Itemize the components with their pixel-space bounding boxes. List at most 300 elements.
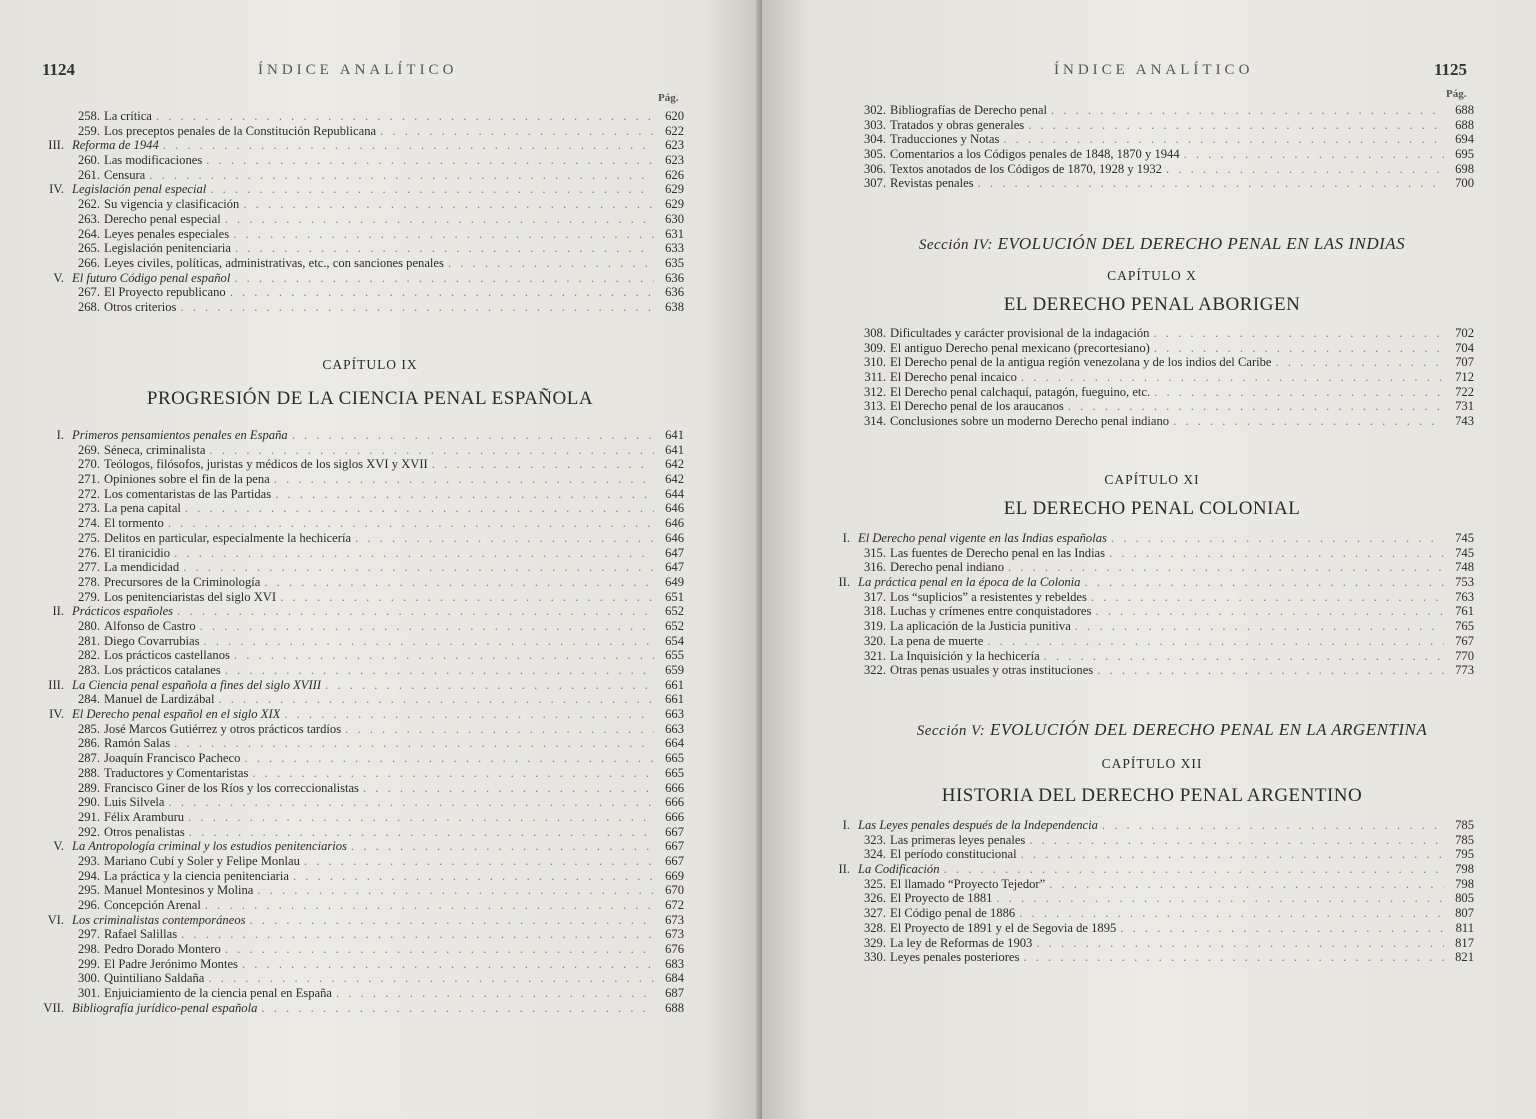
entry-page-number: 669 [665,868,684,883]
entry-page-number: 673 [665,927,684,942]
entry-number: 306. [863,161,886,176]
toc-entry [858,355,1474,370]
entry-text: El llamado “Proyecto Tejedor” [890,876,1046,891]
entry-text: Los prácticos catalanes [104,663,221,677]
leader-dots [233,227,654,242]
entry-text: El Derecho penal calchaquí, patagón, fueguino, etc. [890,384,1151,399]
entry-number: 260. [77,153,100,168]
entry-text: Los preceptos penales de la Constitución Republicana [104,123,377,138]
section-numeral: VI. [47,912,64,927]
leader-dots [244,751,654,766]
toc-entry [72,957,684,972]
toc-entry [72,927,684,942]
entry-text: José Marcos Gutiérrez y otros prácticos tardíos [104,721,342,736]
section-v-title: Sección V: EVOLUCIÓN DEL DERECHO PENAL EN LA ARGENTINA [916,720,1428,739]
entry-text: Manuel Montesinos y Molina [104,883,254,898]
leader-dots [209,443,654,458]
entry-text: La práctica y la ciencia penitenciaria [104,868,289,883]
entry-page-number: 666 [665,795,684,810]
entry-number: 312. [863,384,886,399]
entry-text: La aplicación de la Justicia punitiva [890,619,1071,634]
entry-number: 304. [863,132,886,147]
entry-page-number: 629 [665,197,684,212]
entry-number: 288. [77,765,100,780]
entry-page-number: 698 [1455,161,1474,176]
leader-dots [243,197,654,212]
entry-page-number: 770 [1455,648,1474,663]
left-page [0,0,762,1119]
entry-text: La Codificación [858,862,940,877]
leader-dots [1102,818,1444,833]
entry-text: Revistas penales [890,176,974,191]
toc-entry [56,428,684,443]
toc-entry [72,227,684,242]
entry-text: Las primeras leyes penales [890,832,1026,847]
entry-number: 324. [863,847,886,862]
entry-text: Alfonso de Castro [104,618,196,633]
leader-dots [274,472,654,487]
entry-page-number: 798 [1455,876,1474,891]
toc-entry [858,649,1474,664]
entry-text: La Ciencia penal española a fines del siglo XVIII [72,677,322,692]
entry-page-number: 620 [665,109,684,123]
entry-page-number: 642 [665,457,684,472]
entry-number: 269. [77,442,100,457]
leader-dots [1109,546,1444,561]
leader-dots [188,810,654,825]
entry-page-number: 745 [1455,545,1474,560]
toc-entry [72,457,684,472]
entry-page-number: 649 [665,574,684,589]
leader-dots [203,634,654,649]
entry-page-number: 676 [665,942,684,957]
toc-entry [72,124,684,139]
toc-entry [72,300,684,315]
entry-number: 302. [863,103,886,117]
toc-entry [858,936,1474,951]
leader-dots [181,927,654,942]
entry-text: Luis Silvela [104,795,165,810]
leader-dots [149,168,654,183]
toc-entry [858,103,1474,118]
entry-number: 277. [77,560,100,575]
entry-page-number: 647 [665,560,684,575]
entry-number: 289. [77,780,100,795]
entry-page-number: 795 [1455,847,1474,862]
chapter-label: CAPÍTULO XII [1101,756,1203,771]
entry-text: Los “suplicios” a resistentes y rebeldes [890,589,1087,604]
leader-dots [380,124,654,139]
entry-number: 261. [77,167,100,182]
toc-entry [72,516,684,531]
section-numeral: V. [53,839,64,854]
leader-dots [1049,877,1444,892]
entry-text: La crítica [104,109,152,123]
section-numeral: IV. [49,707,64,722]
entry-text: El tormento [104,516,164,531]
toc-entry [72,575,684,590]
entry-number: 264. [77,226,100,241]
toc-entry [72,501,684,516]
leader-dots [275,487,654,502]
entry-text: El futuro Código penal español [72,270,231,285]
leader-dots [280,590,654,605]
toc-entry [858,546,1474,561]
toc-entry [72,869,684,884]
entry-number: 327. [863,906,886,921]
entry-page-number: 652 [665,618,684,633]
toc-entry [72,854,684,869]
entry-page-number: 763 [1455,589,1474,604]
section-numeral: IV. [49,182,64,197]
entry-number: 285. [77,721,100,736]
entry-text: Conclusiones sobre un moderno Derecho penal indiano [890,414,1170,429]
entry-page-number: 807 [1455,906,1474,921]
entry-page-number: 687 [665,986,684,1001]
entry-number: 259. [77,123,100,138]
entry-text: Precursores de la Criminología [104,574,261,589]
entry-number: 321. [863,648,886,663]
leader-dots [205,898,654,913]
entry-page-number: 638 [665,299,684,314]
entry-page-number: 661 [665,692,684,707]
toc-entry [72,663,684,678]
toc-entry [72,531,684,546]
leader-dots [234,271,654,286]
entry-text: Dificultades y carácter provisional de la indagación [890,326,1150,340]
entry-number: 323. [863,832,886,847]
entry-number: 309. [863,340,886,355]
toc-entry [72,197,684,212]
toc-entry [72,736,684,751]
toc-entry [72,722,684,737]
entry-page-number: 684 [665,971,684,986]
leader-dots [1097,663,1444,678]
entry-number: 268. [77,299,100,314]
entry-number: 303. [863,117,886,132]
entry-number: 291. [77,809,100,824]
toc-entry [72,751,684,766]
toc-entry [858,604,1474,619]
toc-entry [858,619,1474,634]
entry-number: 262. [77,197,100,212]
entry-number: 279. [77,589,100,604]
leader-dots [293,869,654,884]
entry-page-number: 753 [1455,575,1474,590]
entry-text: Leyes penales especiales [104,226,230,241]
entry-number: 267. [77,285,100,300]
entry-number: 315. [863,545,886,560]
leader-dots [1023,950,1444,965]
entry-page-number: 661 [665,677,684,692]
leader-dots [219,692,655,707]
toc-entry [858,877,1474,892]
entry-text: El Derecho penal de los araucanos [890,399,1064,414]
chapter-title: PROGRESIÓN DE LA CIENCIA PENAL ESPAÑOLA [146,388,594,409]
entry-page-number: 667 [665,824,684,839]
entry-text: El Derecho penal español en el siglo XIX [72,707,281,722]
leader-dots [1276,355,1444,370]
toc-entry [43,1000,684,1016]
entry-text: Joaquín Francisco Pacheco [104,751,241,766]
entry-number: 286. [77,736,100,751]
chapter-title: EL DERECHO PENAL COLONIAL [1003,498,1301,519]
section-numeral: I. [842,818,850,832]
leader-dots [944,862,1444,877]
entry-text: Leyes penales posteriores [890,950,1020,965]
toc-entry [72,212,684,227]
entry-number: 258. [77,109,100,123]
toc-entry [47,912,684,928]
leader-dots [250,913,654,928]
entry-page-number: 622 [665,123,684,138]
toc-entry [72,766,684,781]
entry-number: 301. [77,986,100,1001]
section-numeral: I. [842,531,850,545]
entry-page-number: 631 [665,226,684,241]
leader-dots [432,457,654,472]
entry-page-number: 731 [1455,399,1474,414]
entry-number: 280. [77,618,100,633]
entry-text: Diego Covarrubias [104,633,200,648]
leader-dots [225,942,654,957]
entry-text: Los comentaristas de las Partidas [104,486,272,501]
toc-entry [858,906,1474,921]
toc-entry [52,604,684,619]
entry-page-number: 670 [665,883,684,898]
entry-number: 307. [863,176,886,191]
section-numeral: II. [52,604,64,619]
entry-text: El Proyecto de 1881 [890,891,993,906]
leader-dots [252,766,654,781]
entry-text: Enjuiciamiento de la ciencia penal en España [104,986,332,1001]
entry-text: Tratados y obras generales [890,117,1025,132]
entry-page-number: 641 [665,442,684,457]
chapter-label: CAPÍTULO XI [1104,472,1200,487]
toc-entry [48,138,684,153]
entry-text: Bibliografías de Derecho penal [890,103,1048,117]
toc-entry [72,942,684,957]
entry-page-number: 647 [665,545,684,560]
toc-entry [858,132,1474,147]
entry-page-number: 646 [665,501,684,516]
entry-page-number: 700 [1455,176,1474,191]
leader-dots [1029,833,1444,848]
entry-number: 271. [77,472,100,487]
entry-page-number: 773 [1455,663,1474,678]
entry-text: Bibliografía jurídico-penal española [72,1000,258,1015]
entry-number: 320. [863,633,886,648]
toc-entry [858,399,1474,414]
leader-dots [325,678,654,693]
entry-text: La ley de Reformas de 1903 [890,935,1033,950]
entry-page-number: 765 [1455,619,1474,634]
entry-text: El Derecho penal de la antigua región venezolana y de los indios del Caribe [890,355,1272,370]
leader-dots [1068,399,1444,414]
entry-page-number: 712 [1455,370,1474,385]
entry-number: 325. [863,876,886,891]
leader-dots [163,138,654,153]
entry-text: Manuel de Lardizábal [104,692,215,707]
toc-entry [72,795,684,810]
entry-text: Derecho penal indiano [890,560,1004,575]
toc-entry [72,546,684,561]
leader-dots [1021,370,1444,385]
entry-number: 330. [863,950,886,965]
leader-dots [1111,531,1444,546]
entry-page-number: 652 [665,604,684,619]
entry-text: Otros penalistas [104,824,185,839]
entry-text: Reforma de 1944 [72,138,159,153]
leader-dots [156,109,654,124]
entry-page-number: 667 [665,853,684,868]
toc-entry [858,326,1474,341]
leader-dots [1044,649,1444,664]
toc-list-chapter-x [858,326,1474,429]
entry-page-number: 635 [665,255,684,270]
leader-dots [355,531,654,546]
entry-text: Ramón Salas [104,736,171,751]
entry-text: La pena capital [104,501,181,516]
entry-page-number: 745 [1455,531,1474,545]
section-numeral: III. [48,677,64,692]
leader-dots [169,795,654,810]
leader-dots [225,663,654,678]
toc-entry [72,590,684,605]
entry-text: Las modificaciones [104,153,203,168]
entry-text: Opiniones sobre el fin de la pena [104,472,270,487]
entry-text: Traductores y Comentaristas [104,765,249,780]
entry-number: 293. [77,853,100,868]
entry-number: 318. [863,604,886,619]
toc-entry [53,839,684,854]
entry-page-number: 623 [665,153,684,168]
entry-text: La Antropología criminal y los estudios penitenciarios [72,839,347,854]
entry-text: Otras penas usuales y otras instituciones [890,663,1094,678]
leader-dots [1003,132,1444,147]
chapter-title: EL DERECHO PENAL ABORIGEN [1003,294,1301,315]
leader-dots [336,986,654,1001]
entry-number: 284. [77,692,100,707]
leader-dots [1154,341,1444,356]
entry-page-number: 811 [1455,920,1474,935]
entry-text: El tiranicidio [104,545,171,560]
toc-entry [858,118,1474,133]
toc-entry [72,825,684,840]
entry-page-number: 683 [665,956,684,971]
entry-text: Félix Aramburu [104,809,185,824]
entry-number: 295. [77,883,100,898]
entry-number: 294. [77,868,100,883]
chapter-title: HISTORIA DEL DERECHO PENAL ARGENTINO [941,785,1363,806]
leader-dots [200,619,654,634]
entry-text: El antiguo Derecho penal mexicano (precortesiano) [890,340,1150,355]
toc-entry [858,560,1474,575]
toc-entry [72,109,684,124]
leader-dots [174,736,654,751]
leader-dots [1028,118,1444,133]
entry-page-number: 629 [665,182,684,197]
toc-entry [72,619,684,634]
page-number: 1125 [1434,60,1468,79]
entry-page-number: 659 [665,663,684,677]
leader-dots [234,648,654,663]
entry-text: La pena de muerte [890,633,984,648]
entry-page-number: 666 [665,780,684,795]
entry-page-number: 673 [665,912,684,927]
toc-entry [72,648,684,663]
entry-number: 278. [77,574,100,589]
pag-label: Pág. [658,92,679,104]
entry-text: Quintiliano Saldaña [104,971,205,986]
entry-page-number: 654 [665,633,684,648]
toc-entry [72,810,684,825]
entry-page-number: 666 [665,809,684,824]
entry-page-number: 688 [1455,103,1474,117]
leader-dots [1095,604,1444,619]
leader-dots [210,182,654,197]
entry-number: 316. [863,560,886,575]
entry-text: La Inquisición y la hechicería [890,648,1040,663]
entry-number: 299. [77,956,100,971]
entry-page-number: 695 [1455,147,1474,162]
entry-text: Leyes civiles, políticas, administrativas, etc., con sanciones penales [104,255,444,270]
entry-text: Delitos en particular, especialmente la hechicería [104,530,352,545]
leader-dots [1173,414,1444,429]
leader-dots [230,285,654,300]
leader-dots [1036,936,1444,951]
entry-page-number: 641 [665,428,684,442]
toc-list-chapter-xi [838,531,1474,678]
entry-page-number: 767 [1455,633,1474,648]
entry-number: 328. [863,920,886,935]
entry-text: Textos anotados de los Códigos de 1870, 1928 y 1932 [890,161,1162,176]
entry-text: Concepción Arenal [104,898,201,912]
leader-dots [1075,619,1444,634]
entry-page-number: 702 [1455,326,1474,340]
section-numeral: II. [838,862,850,877]
leader-dots [225,212,654,227]
toc-entry [842,531,1474,546]
leader-dots [168,516,654,531]
leader-dots [1019,906,1444,921]
leader-dots [242,957,654,972]
entry-text: El Proyecto republicano [104,285,226,300]
entry-page-number: 761 [1455,604,1474,619]
toc-entry [72,883,684,898]
toc-entry [858,147,1474,162]
toc-entry [858,950,1474,965]
entry-page-number: 633 [665,241,684,256]
entry-page-number: 663 [665,707,684,722]
section-numeral: II. [838,575,850,590]
entry-text: Su vigencia y clasificación [104,197,240,212]
leader-dots [1021,847,1444,862]
entry-page-number: 623 [665,138,684,153]
entry-page-number: 644 [665,486,684,501]
toc-entry [858,370,1474,385]
leader-dots [1184,147,1444,162]
entry-text: El Código penal de 1886 [890,906,1016,921]
leader-dots [1091,590,1444,605]
toc-entry [858,833,1474,848]
entry-text: Legislación penitenciaria [104,241,231,256]
entry-number: 266. [77,255,100,270]
entry-text: Otros criterios [104,299,177,314]
leader-dots [351,839,654,854]
entry-number: 276. [77,545,100,560]
entry-text: Séneca, criminalista [104,442,206,457]
